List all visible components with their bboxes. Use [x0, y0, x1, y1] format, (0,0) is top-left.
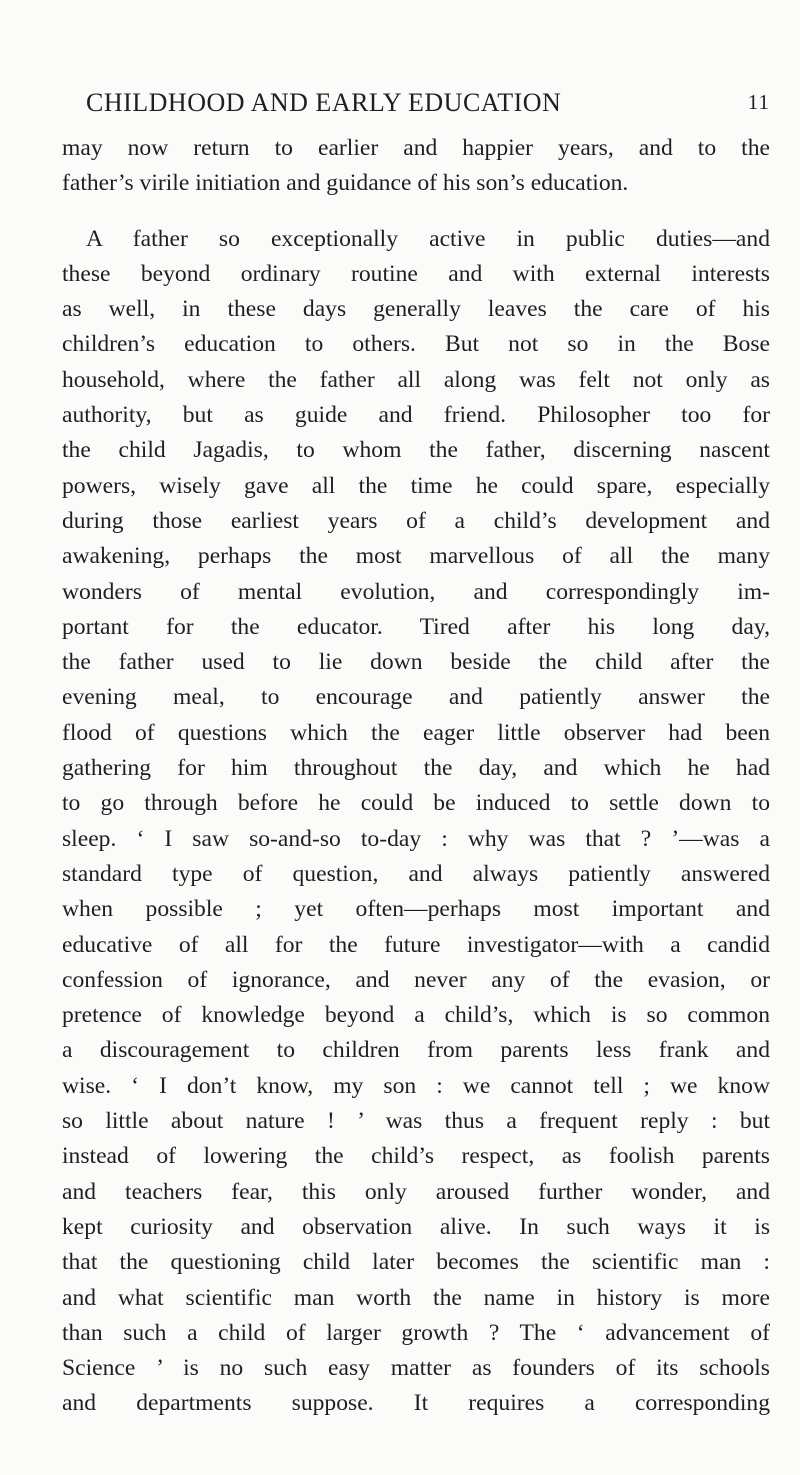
text-line: that the questioning child later becomes the scientific man :: [62, 1249, 770, 1276]
text-line: pretence of knowledge beyond a child’s, which is so common: [62, 1002, 770, 1029]
paragraph-gap: [62, 202, 770, 222]
running-title: CHILDHOOD AND EARLY EDUCATION: [86, 88, 562, 117]
text-line: authority, but as guide and friend. Philosopher too for: [62, 402, 770, 429]
text-line: so little about nature ! ’ was thus a frequent reply : but: [62, 1108, 770, 1135]
text-line: these beyond ordinary routine and with external interests: [62, 260, 770, 287]
text-line: during those earliest years of a child’s development and: [62, 507, 770, 534]
text-line: instead of lowering the child’s respect, as foolish parents: [62, 1143, 770, 1170]
text-line: household, where the father all along was felt not only as: [62, 366, 770, 393]
paragraph-1: [62, 131, 770, 202]
text-line: a discouragement to children from parents less frank and: [62, 1037, 770, 1064]
text-line: awakening, perhaps the most marvellous of all the many: [62, 543, 770, 570]
text-line: father’s virile initiation and guidance of his son’s education.: [62, 170, 629, 197]
text-line: the father used to lie down beside the child after the: [62, 649, 770, 676]
text-line: powers, wisely gave all the time he could spare, especially: [62, 472, 770, 499]
text-line: standard type of question, and always patiently answered: [62, 860, 770, 887]
running-head: [86, 88, 770, 128]
text-line: as well, in these days generally leaves the care of his: [62, 296, 770, 323]
text-line: kept curiosity and observation alive. In such ways it is: [62, 1213, 770, 1240]
body-text: [62, 131, 770, 1422]
text-line: portant for the educator. Tired after his long day,: [62, 613, 770, 640]
page-number: 11: [747, 90, 770, 114]
text-line: and teachers fear, this only aroused further wonder, and: [62, 1178, 770, 1205]
text-line: than such a child of larger growth ? The ‘ advancement of: [62, 1319, 770, 1346]
text-line: gathering for him throughout the day, and which he had: [62, 755, 770, 782]
text-line: wonders of mental evolution, and correspondingly im-: [62, 578, 770, 605]
text-line: to go through before he could be induced to settle down to: [62, 790, 770, 817]
text-line: educative of all for the future investigator—with a candid: [62, 931, 770, 958]
text-line: and what scientific man worth the name in history is more: [62, 1284, 770, 1311]
text-line: may now return to earlier and happier years, and to the: [62, 135, 770, 161]
text-line: flood of questions which the eager little observer had been: [62, 719, 770, 746]
text-line: when possible ; yet often—perhaps most important and: [62, 896, 770, 923]
text-line: evening meal, to encourage and patiently answer the: [62, 684, 770, 711]
text-line: and departments suppose. It requires a corresponding: [62, 1390, 770, 1417]
text-line: A father so exceptionally active in public duties—and: [86, 225, 770, 252]
text-line: Science ’ is no such easy matter as founders of its schools: [62, 1355, 770, 1382]
paragraph-2: [62, 222, 770, 1422]
text-line: sleep. ‘ I saw so-and-so to-day : why was that ? ’—was a: [62, 825, 770, 852]
text-line: wise. ‘ I don’t know, my son : we cannot tell ; we know: [62, 1072, 770, 1099]
text-line: the child Jagadis, to whom the father, discerning nascent: [62, 437, 770, 464]
text-line: confession of ignorance, and never any of the evasion, or: [62, 966, 770, 993]
text-line: children’s education to others. But not so in the Bose: [62, 331, 770, 358]
